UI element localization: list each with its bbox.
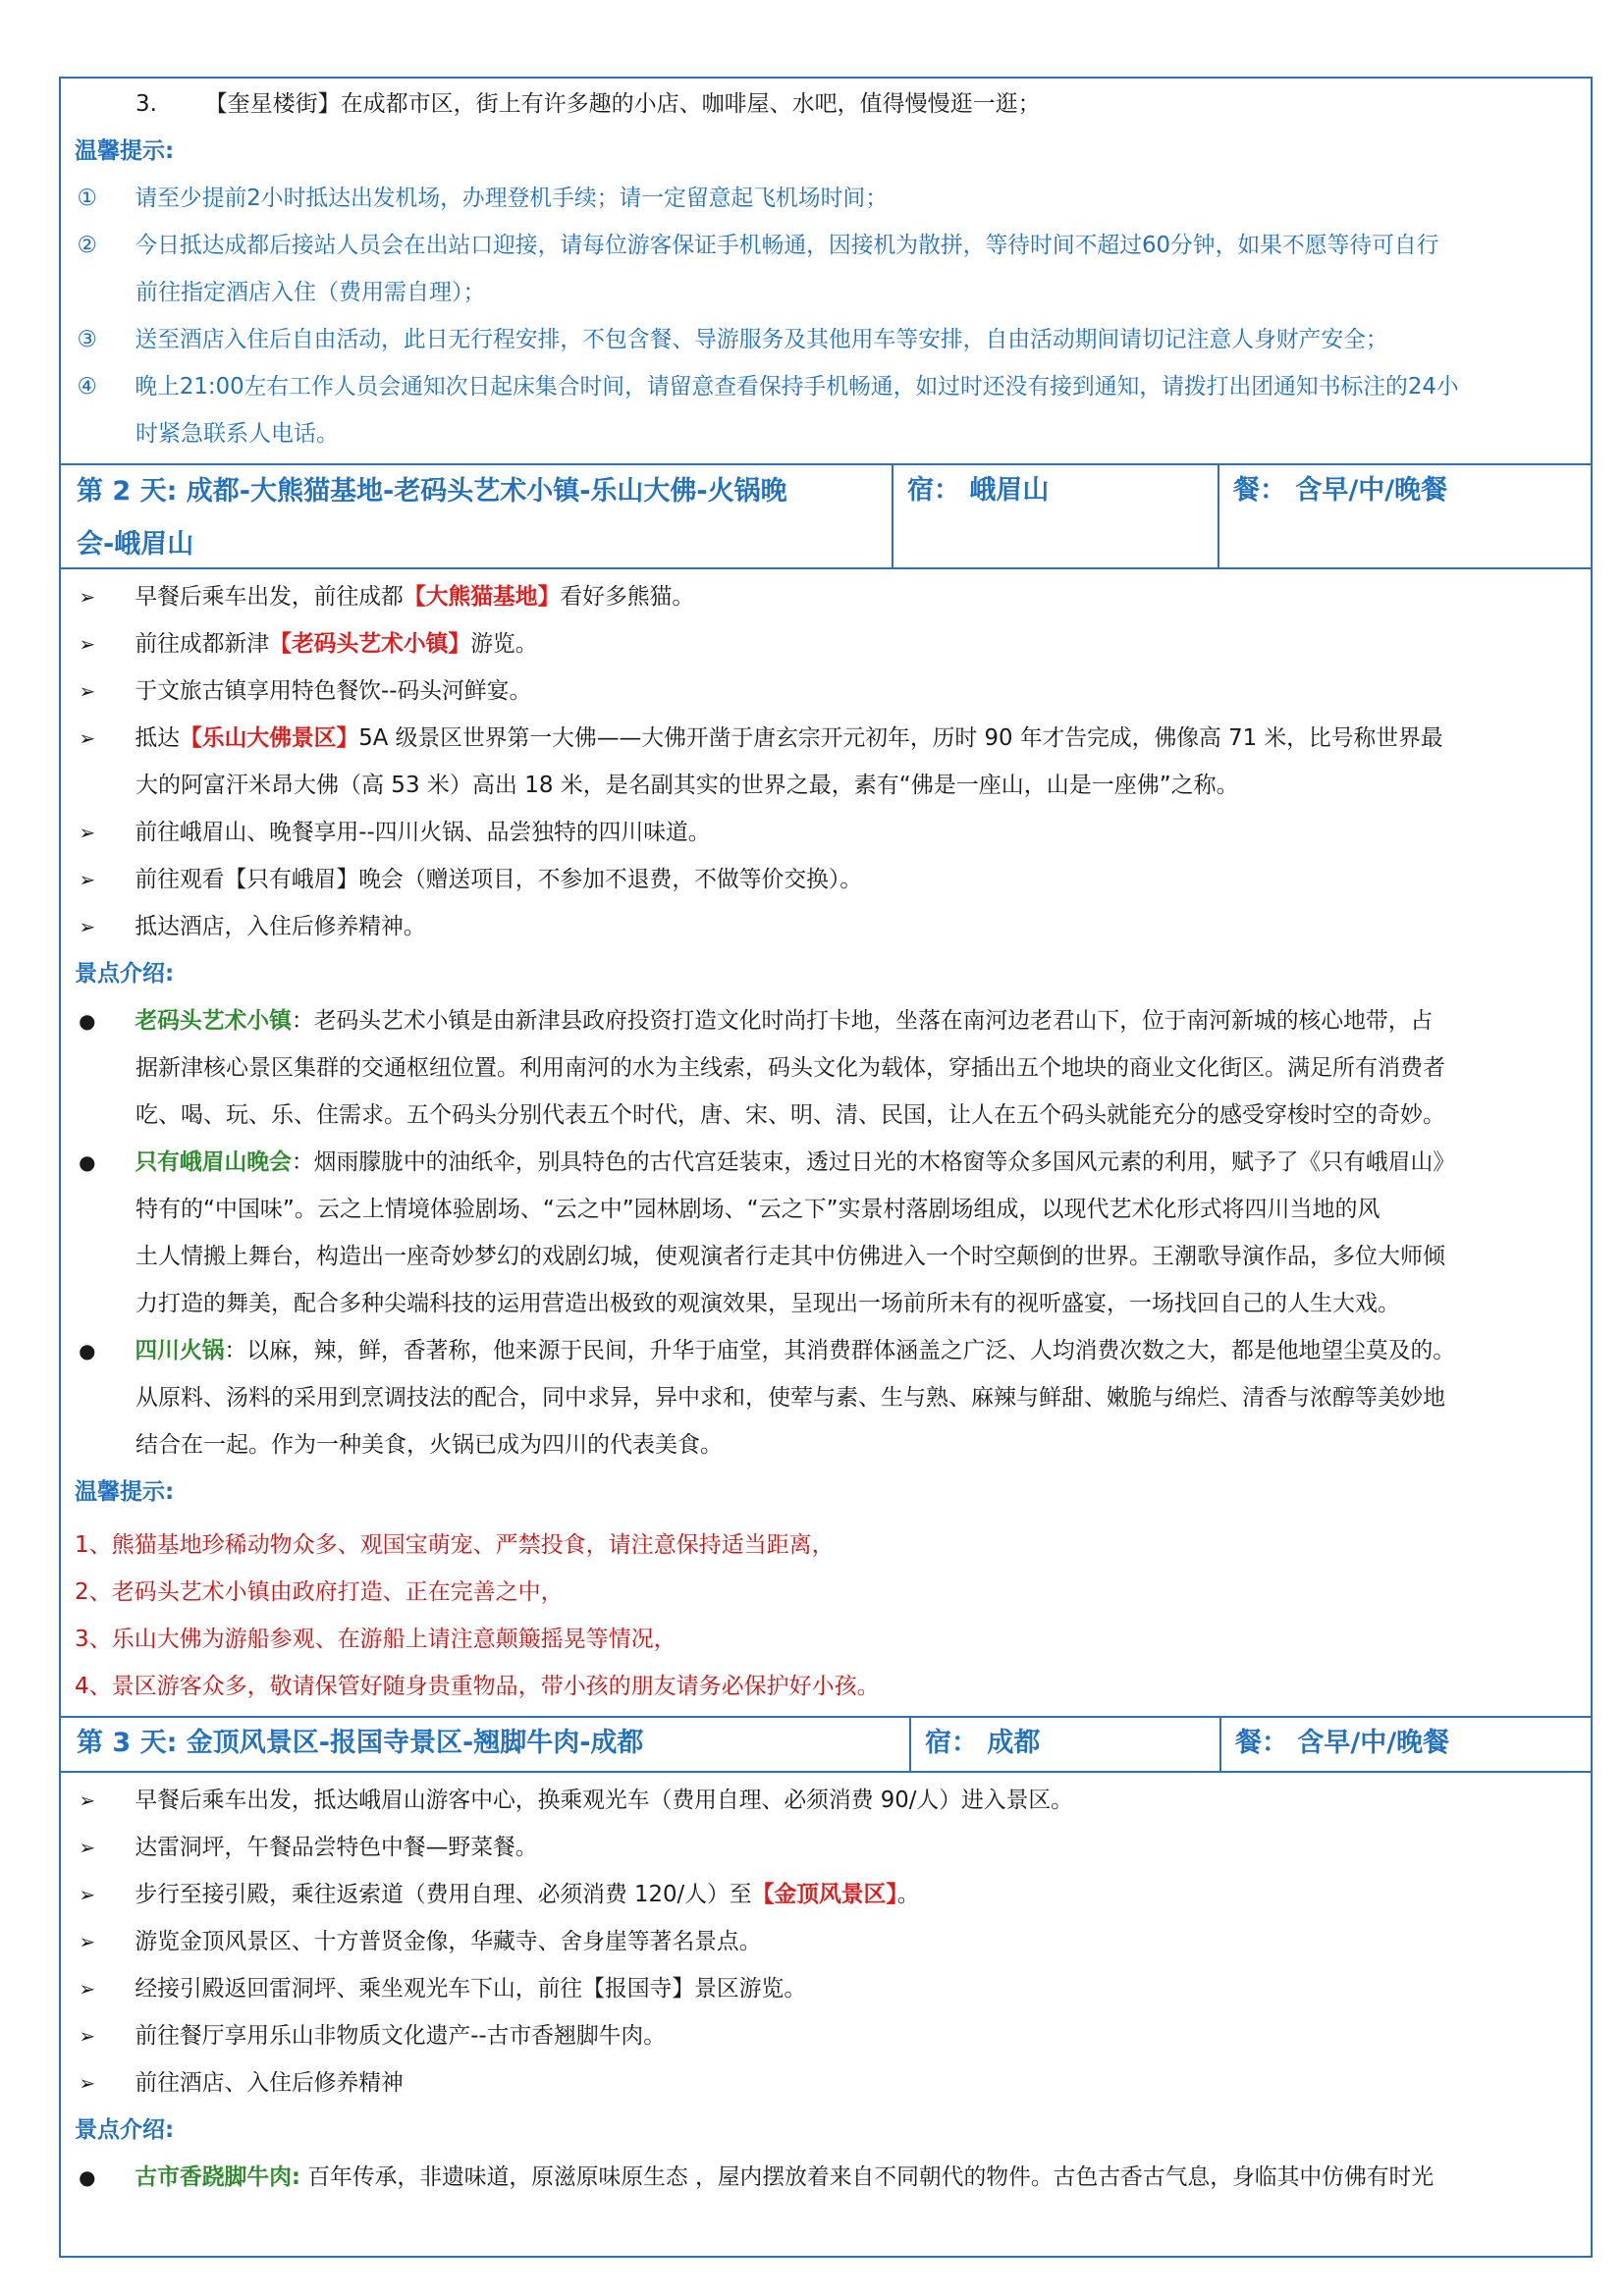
schedule-text: 前往成都新津 — [135, 631, 270, 657]
intro-text-cont: 据新津核心景区集群的交通枢纽位置。利用南河的水为主线索，码头文化为载体，穿插出五个地块的商业文化街区。满足所有消费者 — [135, 1055, 1445, 1081]
schedule-text: 前往观看【只有峨眉】晚会（赠送项目，不参加不退费，不做等价交换）。 — [135, 867, 863, 892]
top-item-text: 【奎星楼街】在成都市区，街上有许多趣的小店、咖啡屋、水吧，值得慢慢逛一逛； — [204, 91, 1041, 117]
arrow-bullet-icon: ➢ — [79, 679, 96, 703]
dot-bullet-icon: ● — [79, 1339, 96, 1362]
schedule-text: 前往餐厅享用乐山非物质文化遗产--古市香翘脚牛肉。 — [135, 2023, 667, 2049]
tip-text: 请至少提前2小时抵达出发机场，办理登机手续；请一定留意起飞机场时间； — [135, 186, 888, 211]
intro-text-cont: 力打造的舞美，配合多种尖端科技的运用营造出极致的观演效果，呈现出一场前所未有的视听盛宴，一场找回自己的人生大戏。 — [135, 1291, 1400, 1316]
arrow-bullet-icon: ➢ — [79, 585, 96, 609]
day2-tip: 3、乐山大佛为游船参观、在游船上请注意颠簸摇晃等情况， — [75, 1627, 677, 1652]
schedule-text: 达雷洞坪，午餐品尝特色中餐—野菜餐。 — [135, 1835, 538, 1860]
day3-meal: 餐： 含早/中/晚餐 — [1235, 1728, 1450, 1758]
tip-text-cont: 前往指定酒店入住（费用需自理）； — [135, 280, 486, 305]
itinerary-table — [59, 77, 1593, 2258]
arrow-bullet-icon: ➢ — [79, 1836, 96, 1859]
schedule-text: 游览。 — [470, 631, 538, 657]
day2-title-line1: 第 2 天: 成都-大熊猫基地-老码头艺术小镇-乐山大佛-火锅晚 — [77, 476, 787, 507]
day2-tip: 1、熊猫基地珍稀动物众多、观国宝萌宠、严禁投食，请注意保持适当距离， — [75, 1532, 835, 1558]
top-item — [135, 84, 1041, 124]
schedule-text: 早餐后乘车出发，抵达峨眉山游客中心，换乘观光车（费用自理、必须消费 90/人）进入景区。 — [135, 1788, 1073, 1813]
dot-bullet-icon: ● — [79, 1150, 96, 1174]
circled-number-icon: ② — [77, 233, 97, 258]
dot-bullet-icon: ● — [79, 1009, 96, 1033]
schedule-text: 5A 级景区世界第一大佛——大佛开凿于唐玄宗开元初年，历时 90 年才告完成，佛像高 71 米，比号称世界最 — [358, 725, 1443, 751]
day3-title: 第 3 天: 金顶风景区-报国寺景区-翘脚牛肉-成都 — [77, 1728, 644, 1758]
highlight-place: 【老码头艺术小镇】 — [269, 631, 471, 657]
schedule-text: 看好多熊猫。 — [560, 584, 695, 610]
tip-text: 晚上21:00左右工作人员会通知次日起床集合时间，请留意查看保持手机畅通，如过时还没有接到通知，请拨打出团通知书标注的24小 — [135, 374, 1459, 400]
tip-text: 今日抵达成都后接站人员会在出站口迎接，请每位游客保证手机畅通，因接机为散拼，等待时间不超过60分钟，如果不愿等待可自行 — [135, 233, 1439, 258]
day3-stay: 宿： 成都 — [925, 1728, 1041, 1758]
arrow-bullet-icon: ➢ — [79, 1789, 96, 1812]
highlight-place: 【金顶风景区】 — [751, 1882, 897, 1907]
schedule-text-cont: 大的阿富汗米昂大佛（高 53 米）高出 18 米，是名副其实的世界之最，素有“佛是一座山，山是一座佛”之称。 — [135, 773, 1239, 798]
day2-tip: 4、景区游客众多，敬请保管好随身贵重物品，带小孩的朋友请务必保护好小孩。 — [75, 1674, 880, 1699]
arrow-bullet-icon: ➢ — [79, 2071, 96, 2095]
intro-name: 古市香跷脚牛肉: — [135, 2164, 300, 2190]
arrow-bullet-icon: ➢ — [79, 726, 96, 750]
tip-text-cont: 时紧急联系人电话。 — [135, 421, 339, 447]
intro-text-cont: 特有的“中国味”。云之上情境体验剧场、“云之中”园林剧场、“云之下”实景村落剧场组成，以现代艺术化形式将四川当地的风 — [135, 1197, 1380, 1222]
day2-tip: 2、老码头艺术小镇由政府打造、正在完善之中， — [75, 1579, 564, 1605]
day2-title — [61, 465, 892, 567]
day2-stay: 宿： 峨眉山 — [907, 475, 1050, 506]
schedule-text: 。 — [896, 1882, 920, 1907]
highlight-place: 【大熊猫基地】 — [403, 584, 561, 610]
day2-tips-title: 温馨提示: — [75, 1479, 175, 1505]
intro-name: 四川火锅 — [135, 1338, 225, 1363]
schedule-text: 抵达酒店，入住后修养精神。 — [135, 914, 426, 939]
intro-name: 只有峨眉山晚会 — [135, 1149, 292, 1175]
intro-name: 老码头艺术小镇 — [135, 1008, 292, 1034]
arrow-bullet-icon: ➢ — [79, 1930, 96, 1953]
intro-text-cont: 吃、喝、玩、乐、住需求。五个码头分别代表五个时代，唐、宋、明、清、民国，让人在五个码头就能充分的感受穿梭时空的奇妙。 — [135, 1102, 1445, 1128]
arrow-bullet-icon: ➢ — [79, 1883, 96, 1906]
arrow-bullet-icon: ➢ — [79, 915, 96, 938]
schedule-text: 于文旅古镇享用特色餐饮--码头河鲜宴。 — [135, 678, 532, 704]
arrow-bullet-icon: ➢ — [79, 821, 96, 844]
circled-number-icon: ④ — [77, 374, 97, 400]
day2-header — [61, 463, 1591, 569]
intro-text: ：以麻，辣，鲜，香著称，他来源于民间，升华于庙堂，其消费群体涵盖之广泛、人均消费次数之大，都是他地望尘莫及的。 — [224, 1338, 1456, 1363]
intro-text: ：老码头艺术小镇是由新津县政府投资打造文化时尚打卡地，坐落在南河边老君山下，位于南河新城的核心地带，占 — [291, 1008, 1434, 1034]
day2-intro-title: 景点介绍: — [75, 961, 175, 987]
schedule-text: 抵达 — [135, 725, 180, 751]
intro-text-cont: 结合在一起。作为一种美食，火锅已成为四川的代表美食。 — [135, 1432, 723, 1458]
arrow-bullet-icon: ➢ — [79, 868, 96, 891]
arrow-bullet-icon: ➢ — [79, 632, 96, 656]
schedule-text: 经接引殿返回雷洞坪、乘坐观光车下山，前往【报国寺】景区游览。 — [135, 1976, 807, 2002]
schedule-text: 前往峨眉山、晚餐享用--四川火锅、品尝独特的四川味道。 — [135, 820, 711, 845]
tips1-title: 温馨提示: — [75, 138, 175, 164]
dot-bullet-icon: ● — [79, 2165, 96, 2189]
highlight-place: 【乐山大佛景区】 — [179, 725, 359, 751]
schedule-text: 游览金顶风景区、十方普贤金像，华藏寺、舍身崖等著名景点。 — [135, 1929, 762, 1954]
day2-title-line2: 会-峨眉山 — [77, 529, 194, 560]
day3-intro-title: 景点介绍: — [75, 2117, 175, 2143]
day2-meal: 餐： 含早/中/晚餐 — [1233, 475, 1448, 506]
schedule-text: 前往酒店、入住后修养精神 — [135, 2070, 404, 2096]
tip-text: 送至酒店入住后自由活动，此日无行程安排，不包含餐、导游服务及其他用车等安排，自由活动期间请切记注意人身财产安全； — [135, 327, 1388, 352]
arrow-bullet-icon: ➢ — [79, 1977, 96, 2001]
intro-text-cont: 土人情搬上舞台，构造出一座奇妙梦幻的戏剧幻城，使观演者行走其中仿佛进入一个时空颠倒的世界。王潮歌导演作品，多位大师倾 — [135, 1244, 1445, 1269]
top-item-number: 3. — [135, 91, 157, 117]
day3-header — [61, 1716, 1591, 1773]
arrow-bullet-icon: ➢ — [79, 2024, 96, 2048]
schedule-text: 步行至接引殿，乘往返索道（费用自理、必须消费 120/人）至 — [135, 1882, 752, 1907]
intro-text-cont: 从原料、汤料的采用到烹调技法的配合，同中求异，异中求和，使荤与素、生与熟、麻辣与鲜甜、嫩脆与绵烂、清香与浓醇等美妙地 — [135, 1385, 1445, 1411]
intro-text: 百年传承，非遗味道，原滋原味原生态 ，屋内摆放着来自不同朝代的物件。古色古香古气息，身临其中仿佛有时光 — [299, 2164, 1435, 2190]
schedule-text: 早餐后乘车出发，前往成都 — [135, 584, 404, 610]
intro-text: ：烟雨朦胧中的油纸伞，别具特色的古代宫廷装束，透过日光的木格窗等众多国风元素的利用，赋予了《只有峨眉山》 — [291, 1149, 1456, 1175]
circled-number-icon: ③ — [77, 327, 97, 352]
circled-number-icon: ① — [77, 186, 97, 211]
